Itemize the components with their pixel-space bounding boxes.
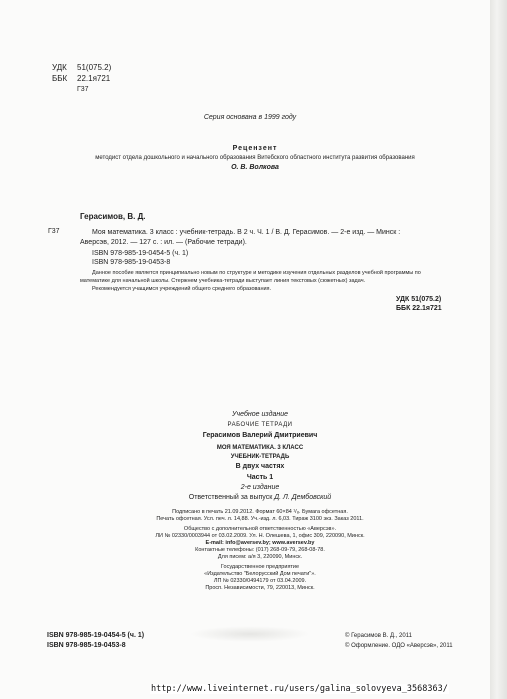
printer-line2: «Издательство "Белорусский Дом печати"». — [204, 571, 316, 577]
catalog-isbn1: ISBN 978-985-19-0454-5 (ч. 1) — [92, 250, 189, 257]
reviewer-name: О. В. Волкова — [231, 164, 279, 171]
footer-isbn1: ISBN 978-985-19-0454-5 (ч. 1) — [47, 632, 145, 639]
responsible-label: Ответственный за выпуск — [188, 494, 273, 501]
copyright-design: © Оформление. ОДО «Аверсэв», 2011 — [345, 643, 453, 649]
watermark-url: http://www.liveinternet.ru/users/galina_solovyeva_3568363/ — [151, 684, 448, 694]
publisher-mail: Для писем: а/я 3, 220090, Минск. — [217, 554, 303, 560]
catalog-abstract1: Данное пособие является принципиально новым по структуре и методике изучения отдельных разделов учебной программы по — [92, 270, 421, 276]
catalog-author: Герасимов, В. Д. — [80, 212, 146, 221]
series-note: Серия основана в 1999 году — [203, 114, 297, 121]
book-subtitle: УЧЕБНИК-ТЕТРАДЬ — [230, 454, 290, 460]
book-part: Часть 1 — [246, 474, 274, 481]
publisher-line1: Общество с дополнительной ответственностью «Аверсэв». — [183, 526, 337, 532]
printer-line4: Просп. Независимости, 79, 220013, Минск. — [205, 585, 315, 591]
publisher-email: E-mail: info@aversev.by; www.aversev.by — [205, 540, 315, 546]
edition-type: Учебное издание — [232, 411, 288, 418]
book-title: МОЯ МАТЕМАТИКА. 3 КЛАСС — [216, 445, 304, 451]
edition-number: 2-е издание — [240, 484, 280, 491]
catalog-abstract2: математике для начальной школы. Стержнем учебника-тетради выступает линия текстовых (сюжетных) задач. — [80, 278, 366, 284]
responsible-line — [130, 494, 390, 501]
printer-line3: ЛП № 02330/0494179 от 03.04.2009. — [213, 578, 307, 584]
smudge-mark — [190, 626, 310, 642]
catalog-isbn2: ISBN 978-985-19-0453-8 — [92, 259, 171, 266]
catalog-line2: Аверсэв, 2012. — 127 с. : ил. — (Рабочие тетради). — [80, 239, 247, 246]
catalog-abstract3: Рекомендуется учащимся учреждений общего среднего образования. — [92, 286, 272, 292]
reviewer-role: методист отдела дошкольного и начального образования Витебского областного института развития образования — [95, 155, 415, 161]
catalog-code: Г37 — [77, 86, 89, 93]
catalog-code-entry: Г37 — [48, 228, 60, 235]
printer-line1: Государственное предприятие — [220, 564, 300, 570]
catalog-line1: Моя математика. 3 класс : учебник-тетрадь. В 2 ч. Ч. 1 / В. Д. Герасимов. — 2-е изд. — Минск : — [92, 229, 401, 236]
udk-label: УДК — [52, 63, 67, 72]
publisher-line2: ЛИ № 02330/0003944 от 03.02.2009. Ул. Н. Олешева, 1, офис 309, 220090, Минск. — [155, 533, 365, 539]
catalog-bbk: ББК 22.1я721 — [396, 305, 442, 312]
bbk-label: ББК — [52, 74, 68, 83]
publisher-phones: Контактные телефоны: (017) 268-09-79, 268-08-78. — [195, 547, 325, 553]
udk-value: 51(075.2) — [77, 63, 112, 72]
catalog-udk: УДК 51(075.2) — [396, 296, 442, 303]
tech-line1: Подписано в печать 21.09.2012. Формат 60×84 ¹/₈. Бумага офсетная. — [172, 509, 348, 515]
book-spine-edge — [490, 0, 507, 699]
book-parts: В двух частях — [235, 463, 285, 470]
tech-line2: Печать офсетная. Усл. печ. л. 14,88. Уч.-изд. л. 6,03. Тираж 3100 экз. Заказ 2011. — [156, 516, 364, 522]
copyright-author: © Герасимов В. Д., 2011 — [345, 633, 412, 639]
series-name: РАБОЧИЕ ТЕТРАДИ — [227, 422, 293, 428]
bbk-value: 22.1я721 — [77, 74, 111, 83]
footer-isbn2: ISBN 978-985-19-0453-8 — [47, 642, 126, 649]
reviewer-heading: Рецензент — [232, 145, 278, 152]
responsible-name: Д. Л. Дембовский — [274, 494, 332, 501]
author-full: Герасимов Валерий Дмитриевич — [202, 432, 318, 439]
